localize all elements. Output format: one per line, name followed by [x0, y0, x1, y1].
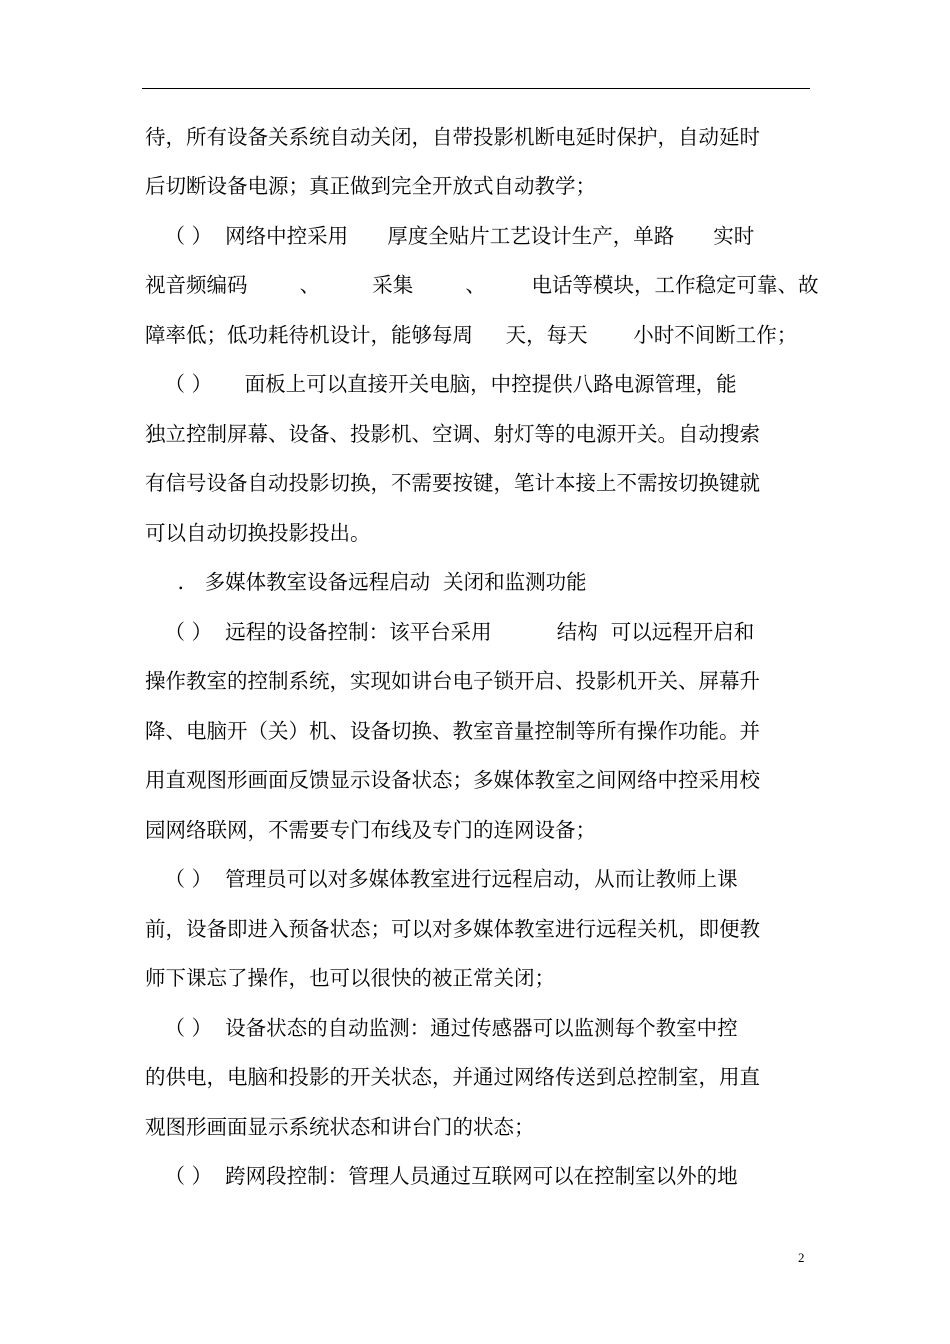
body-line: （ ） 管理员可以对多媒体教室进行远程启动，从而让教师上课 [145, 867, 738, 891]
body-line: 降、电脑开（关）机、设备切换、教室音量控制等所有操作功能。并 [145, 719, 760, 743]
body-line: （ ） 网络中控采用 厚度全贴片工艺设计生产，单路 实时 [145, 224, 755, 248]
body-line: （ ） 面板上可以直接开关电脑，中控提供八路电源管理，能 [145, 372, 737, 396]
body-line: 前，设备即进入预备状态；可以对多媒体教室进行远程关机，即便教 [145, 917, 760, 941]
body-line: （ ） 远程的设备控制：该平台采用 结构 可以远程开启和 [145, 620, 755, 644]
body-line: （ ） 设备状态的自动监测：通过传感器可以监测每个教室中控 [145, 1016, 738, 1040]
body-line: 视音频编码 、 采集 、 电话等模块，工作稳定可靠、故 [145, 273, 819, 297]
body-line: 障率低；低功耗待机设计，能够每周 天，每天 小时不间断工作； [145, 323, 798, 347]
header-rule [142, 88, 810, 89]
body-line: 用直观图形画面反馈显示设备状态；多媒体教室之间网络中控采用校 [145, 768, 760, 792]
section-heading: ． 多媒体教室设备远程启动 关闭和监测功能 [145, 570, 587, 594]
body-line: 园网络联网，不需要专门布线及专门的连网设备； [145, 818, 596, 842]
body-line: 独立控制屏幕、设备、投影机、空调、射灯等的电源开关。自动搜索 [145, 422, 760, 446]
body-line: （ ） 跨网段控制：管理人员通过互联网可以在控制室以外的地 [145, 1164, 738, 1188]
body-line: 后切断设备电源；真正做到完全开放式自动教学； [145, 174, 596, 198]
body-line: 待，所有设备关系统自动关闭，自带投影机断电延时保护，自动延时 [145, 125, 760, 149]
body-line: 有信号设备自动投影切换，不需要按键，笔计本接上不需按切换键就 [145, 471, 760, 495]
body-line: 可以自动切换投影投出。 [145, 521, 371, 545]
body-line: 师下课忘了操作，也可以很快的被正常关闭； [145, 966, 555, 990]
page-number: 2 [798, 1250, 805, 1265]
body-line: 操作教室的控制系统，实现如讲台电子锁开启、投影机开关、屏幕升 [145, 669, 760, 693]
body-line: 观图形画面显示系统状态和讲台门的状态； [145, 1115, 535, 1139]
body-line: 的供电，电脑和投影的开关状态，并通过网络传送到总控制室，用直 [145, 1065, 760, 1089]
